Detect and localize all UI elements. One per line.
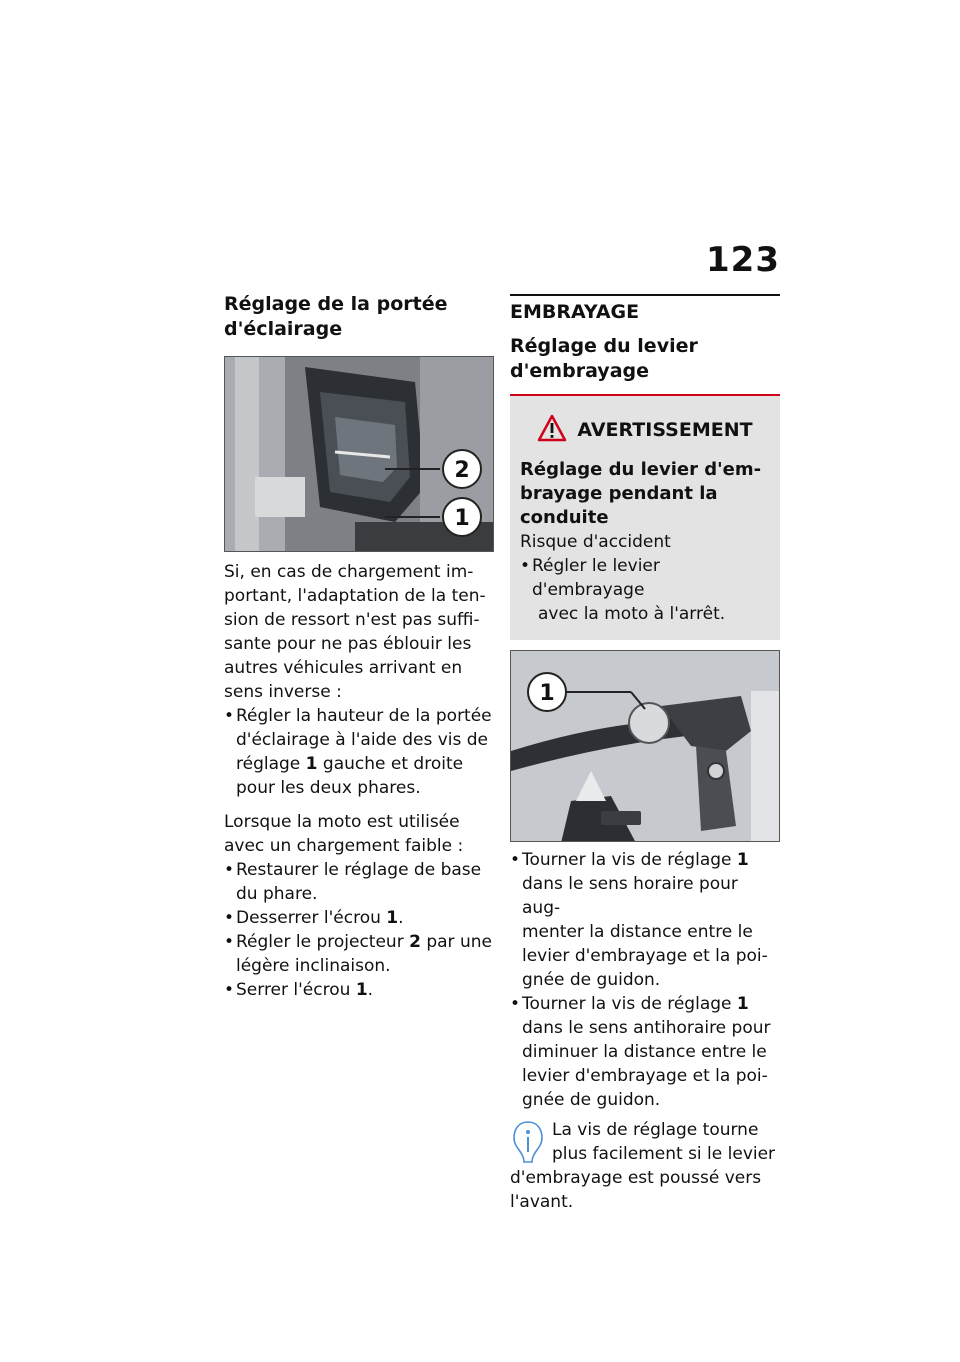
warning-triangle-icon — [537, 413, 567, 447]
clutch-steps — [510, 848, 780, 1112]
steps-list-1 — [224, 704, 494, 800]
left-column — [224, 292, 494, 1002]
callout-2: 2 — [454, 458, 470, 483]
list-item: • Desserrer l'écrou 1. — [224, 908, 404, 928]
list-item: • Régler le projecteur 2 par une légère inclinaison. — [224, 932, 492, 976]
clutch-lever-illustration — [511, 651, 780, 842]
steps-list-3 — [224, 906, 494, 1002]
section-title: EMBRAYAGE — [510, 294, 780, 324]
low-load-paragraph: Lorsque la moto est utilisée avec un chargement faible : — [224, 812, 464, 856]
headlight-range-heading: Réglage de la portée d'éclairage — [224, 293, 448, 340]
list-item: • Tourner la vis de réglage 1 dans le sens antihoraire pour diminuer la distance entre le levier d'embrayage et la poi- gnée de guidon. — [510, 994, 771, 1110]
list-item: • Tourner la vis de réglage 1 dans le sens horaire pour aug- menter la distance entre le levier d'embrayage et la poi- gnée de guidon. — [510, 850, 768, 990]
right-column — [510, 292, 780, 1214]
callout-1: 1 — [454, 506, 470, 531]
list-item: • Serrer l'écrou 1. — [224, 980, 374, 1000]
list-item: • Restaurer le réglage de base du phare. — [224, 860, 482, 904]
steps-list-2 — [224, 858, 494, 906]
page-number: 123 — [706, 240, 780, 280]
warning-box — [510, 396, 780, 640]
warning-header — [520, 408, 770, 452]
clutch-lever-photo — [510, 650, 780, 842]
info-icon — [510, 1118, 546, 1166]
warning-action: • Régler le levier d'embrayage avec la moto à l'arrêt. — [520, 556, 726, 624]
headlight-photo — [224, 356, 494, 552]
warning-label: AVERTISSEMENT — [577, 419, 753, 441]
clutch-lever-heading: Réglage du levier d'embrayage — [510, 335, 698, 382]
warning-risk: Risque d'accident — [520, 532, 671, 552]
warning-title: Réglage du levier d'em- brayage pendant la conduite — [520, 459, 762, 528]
list-item: • Régler la hauteur de la portée d'éclairage à l'aide des vis de réglage 1 gauche et droite pour les deux phares. — [224, 706, 492, 798]
callout-1: 1 — [539, 681, 555, 706]
headlight-illustration — [225, 357, 494, 552]
intro-paragraph: Si, en cas de chargement im- portant, l'adaptation de la ten- sion de ressort n'est pas suffi- sante pour ne pas éblouir les autres véhicules arrivant en sens inverse : — [224, 562, 486, 702]
info-note: La vis de réglage tourne plus facilement si le levier d'embrayage est poussé vers l'avant. — [510, 1120, 776, 1212]
